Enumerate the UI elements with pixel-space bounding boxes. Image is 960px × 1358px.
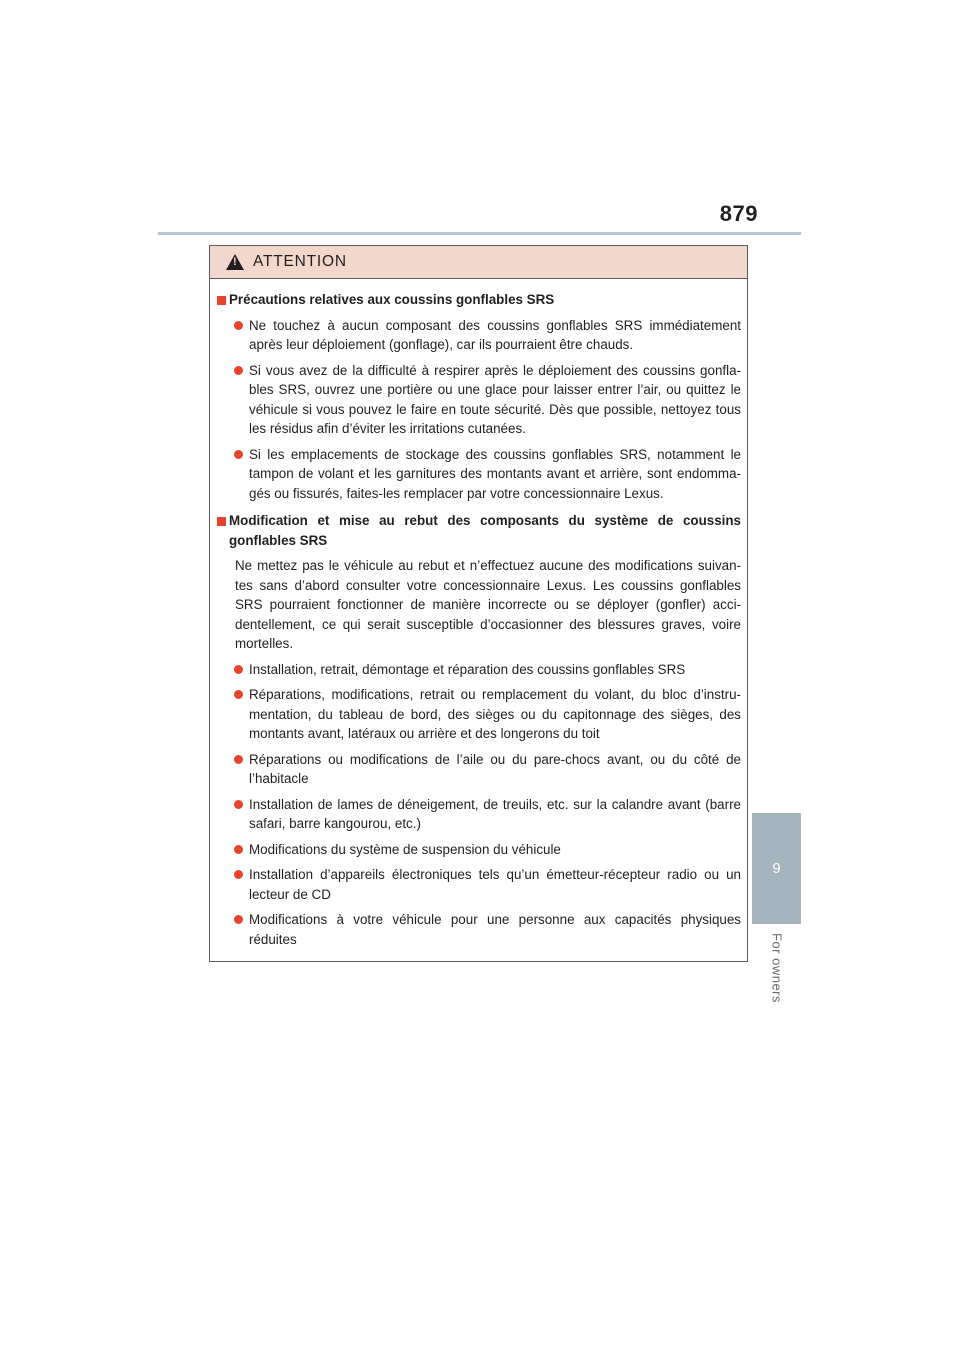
- bullet-item: Ne touchez à aucun composant des coussins gonflables SRS immédiatement après leur déploiement (gonflage), car ils pourraient être chauds.: [217, 316, 741, 355]
- section-title: Précautions relatives aux coussins gonflables SRS: [217, 290, 741, 310]
- section-title: Modification et mise au rebut des composants du système de coussins gonflables SRS: [217, 511, 741, 550]
- bullet-item: Installation de lames de déneigement, de treuils, etc. sur la calandre avant (barre safari, barre kangourou, etc.): [217, 795, 741, 834]
- bullet-item: Modifications à votre véhicule pour une personne aux capacités physiques réduites: [217, 910, 741, 949]
- bullet-dot-icon: [234, 845, 243, 854]
- bullet-dot-icon: [234, 321, 243, 330]
- bullet-dot-icon: [234, 755, 243, 764]
- square-bullet-icon: [217, 517, 226, 526]
- bullet-item: Réparations ou modifications de l’aile ou du pare-chocs avant, ou du côté de l’habitacle: [217, 750, 741, 789]
- section-paragraph: Ne mettez pas le véhicule au rebut et n’effectuez aucune des modifications suivan-tes sans d’abord consulter votre concessionnaire Lexus. Les coussins gonflables SRS pourraient fonctionner de manière incorrecte ou se déployer (gonfler) acci-dentellement, ce qui serait susceptible d’occasionner des blessures graves, voire mortelles.: [235, 558, 741, 651]
- header-rule: [158, 232, 801, 235]
- warning-body: [210, 279, 747, 949]
- chapter-number: 9: [772, 860, 781, 877]
- warning-title: ATTENTION: [253, 253, 347, 270]
- warning-header: [210, 246, 747, 279]
- bullet-item: Installation, retrait, démontage et réparation des coussins gonflables SRS: [217, 660, 741, 680]
- square-bullet-icon: [217, 296, 226, 305]
- warning-triangle-icon: [226, 254, 244, 270]
- bullet-dot-icon: [234, 870, 243, 879]
- chapter-label: For owners: [769, 932, 785, 1004]
- bullet-dot-icon: [234, 690, 243, 699]
- chapter-tab: [752, 813, 801, 924]
- bullet-item: Réparations, modifications, retrait ou remplacement du volant, du bloc d’instru-mentation, du tableau de bord, des sièges ou du capitonnage des sièges, des montants avant, latéraux ou arrière et des longerons du toit: [217, 685, 741, 744]
- bullet-dot-icon: [234, 800, 243, 809]
- bullet-dot-icon: [234, 915, 243, 924]
- bullet-item: Installation d’appareils électroniques tels qu’un émetteur-récepteur radio ou un lecteur de CD: [217, 865, 741, 904]
- bullet-item: Si les emplacements de stockage des coussins gonflables SRS, notamment le tampon de volant et les garnitures des montants avant et arrière, sont endomma-gés ou fissurés, faites-les remplacer par votre concessionnaire Lexus.: [217, 445, 741, 504]
- bullet-dot-icon: [234, 665, 243, 674]
- bullet-item: Modifications du système de suspension du véhicule: [217, 840, 741, 860]
- bullet-item: Si vous avez de la difficulté à respirer après le déploiement des coussins gonfla-bles SRS, ouvrez une portière ou une glace pour laisser entrer l’air, ou quittez le véhicule si vous pouvez le faire en toute sécurité. Dès que possible, nettoyez tous les résidus afin d’éviter les irritations cutanées.: [217, 361, 741, 439]
- bullet-dot-icon: [234, 450, 243, 459]
- warning-box: [209, 245, 748, 962]
- bullet-dot-icon: [234, 366, 243, 375]
- page-number: 879: [719, 201, 758, 226]
